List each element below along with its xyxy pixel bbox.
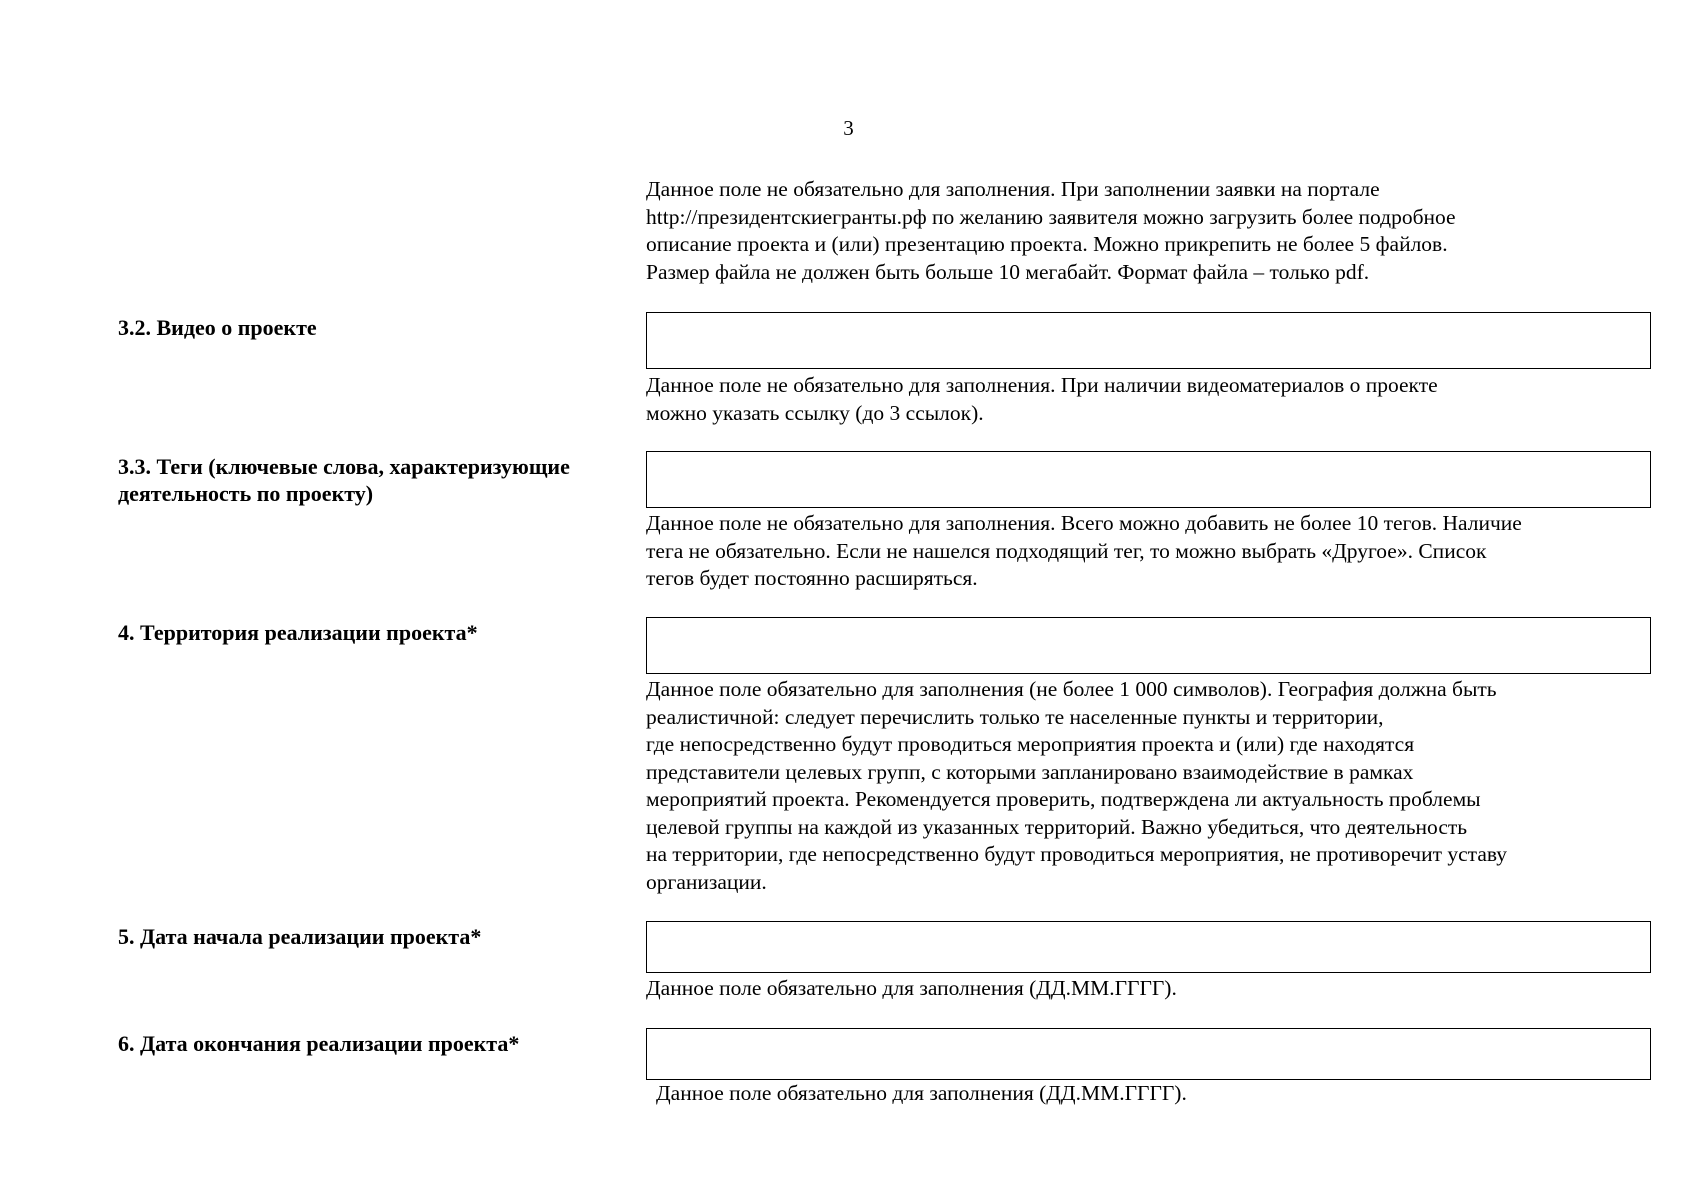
tags-label: 3.3. Теги (ключевые слова, характеризующие деятельность по проекту) (118, 454, 570, 506)
end-date-field[interactable] (646, 1028, 1651, 1080)
start-date-field[interactable] (646, 921, 1651, 973)
start-date-label: 5. Дата начала реализации проекта* (118, 924, 482, 949)
start-date-note: Данное поле обязательно для заполнения (ДД.ММ.ГГГГ). (646, 976, 1177, 1000)
territory-label: 4. Территория реализации проекта* (118, 620, 478, 645)
video-label: 3.2. Видео о проекте (118, 315, 317, 340)
video-field[interactable] (646, 312, 1651, 369)
page-number: 3 (843, 116, 854, 140)
tags-field[interactable] (646, 451, 1651, 508)
end-date-label: 6. Дата окончания реализации проекта* (118, 1031, 520, 1056)
territory-note: Данное поле обязательно для заполнения (не более 1 000 символов). География должна быть реалистичной: следует перечислить только те населенные пункты и территории, где непосредственно будут проводиться мероприятия проекта и (или) где находятся представители целевых групп, с которыми запланировано взаимодействие в рамках мероприятий проекта. Рекомендуется проверить, подтверждена ли актуальность проблемы целевой группы на каждой из указанных территорий. Важно убедиться, что деятельность на территории, где непосредственно будут проводиться мероприятия, не противоречит уставу организации. (646, 677, 1508, 894)
video-note: Данное поле не обязательно для заполнения. При наличии видеоматериалов о проекте можно указать ссылку (до 3 ссылок). (646, 373, 1438, 425)
territory-field[interactable] (646, 617, 1651, 674)
tags-note: Данное поле не обязательно для заполнения. Всего можно добавить не более 10 тегов. Наличие тега не обязательно. Если не нашелся подходящий тег, то можно выбрать «Другое». Список тегов будет постоянно расширяться. (646, 511, 1522, 590)
end-date-note: Данное поле обязательно для заполнения (ДД.ММ.ГГГГ). (656, 1081, 1187, 1105)
intro-note: Данное поле не обязательно для заполнения. При заполнении заявки на портале http://президентскиегранты.рф по желанию заявителя можно загрузить более подробное описание проекта и (или) презентацию проекта. Можно прикрепить не более 5 файлов. Размер файла не должен быть больше 10 мегабайт. Формат файла – только pdf. (646, 177, 1456, 284)
